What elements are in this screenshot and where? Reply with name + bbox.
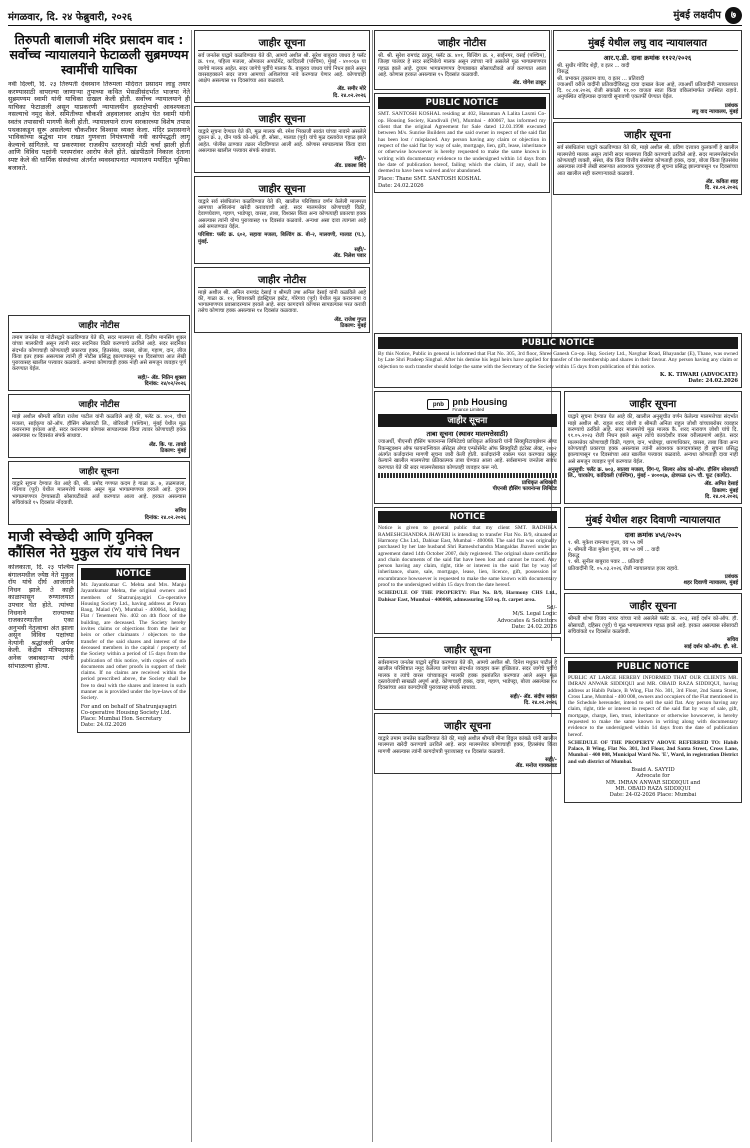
notice-title: जाहीर सूचना: [198, 180, 366, 197]
pnb-logo-mark: pnb: [427, 399, 449, 410]
column-2: [194, 30, 370, 1142]
second-headline: माजी स्वेच्छेदी आणि युनिक्ल कौंसिल नेते मुकुल रॉय यांचे निधन: [8, 528, 180, 561]
notice-body: तमाम जनतेस या नोटीसद्वारे कळविण्यात येते की, सदर मालमत्ता श्री. दिलीप मानसिंग शुक्ल यांच्या मालकीची असून त्यांनी सदर सदनिका विक्री करण्याचे ठरविले आहे. सदर सदनिका संदर्भात कोणाचाही कोणत्याही प्रकारचा हक्क, हितसंबंध, वारसा, बोजा, गहाण, दान, लीज किंवा इतर हक्क असल्यास त्यांनी ही नोटीस प्रसिद्ध झाल्यापासून १४ दिवसांच्या आत लेखी पुराव्यासह खालील पत्त्यावर कळवावे. अन्यथा कोणाचाही हक्क नाही असे समजून व्यवहार पूर्ण करण्यात येईल.: [12, 335, 186, 373]
notice-wide: [374, 637, 561, 710]
notice-schedule: SCHEDULE OF THE PROPERTY: Flat No. B/9, Harmony CHS Ltd., Dahisar East, Mumbai - 400068, admeasuring 550 sq. ft. carpet area.: [378, 590, 557, 603]
header-paper-name: [673, 7, 742, 24]
notice-body: माझे अशील श्री. अनिल रामचंद्र देसाई व श्रीमती उषा अनिल देसाई यांनी कळविले आहे की, गाळा क्र. १२, शिवशक्ती इंडस्ट्रियल इस्टेट, गोरेगाव (पूर्व) येथील मूळ करारनामा व भागप्रमाणपत्र प्रवासादरम्यान हरवले आहे. सदर कागदपत्रे कोणास सापडल्यास परत करावी तसेच कोणाचा हक्क असल्यास १४ दिवसांत कळवावा.: [198, 289, 366, 315]
case-number: आर.ए.डी. दावा क्रमांक ११२२/२०२६: [603, 54, 692, 62]
case-number: दावा क्रमांक ४५६/२०२५: [624, 531, 682, 540]
notice-title: जाहीर सूचना: [12, 465, 186, 479]
notice-body: याद्वारे सूचना देण्यात येत आहे की, खालील अनुसूचीत वर्णन केलेल्या मालमत्तेच्या संदर्भात माझे अशील श्री. राहुल शरद जोशी व श्रीमती अनिता राहुल जोशी यांच्याबरोबर व्यवहार करण्याचे ठरविले आहे. सदर मालमत्तेचे मूळ मालक कै. शरद नारायण जोशी यांचे दि. ११.०५.२०२३ रोजी निधन झाले असून त्यांचे कायदेशीर वारस वरीलप्रमाणे आहेत. सदर मालमत्तेवर कोणाचाही विक्री, गहाण, दान, भाडेपट्टा, धारणाधिकार, वारसा, ताबा किंवा अन्य कोणत्याही प्रकारचा हक्क असल्यास त्यांनी आवश्यक कागदपत्रांसह ही सूचना प्रसिद्ध झाल्यापासून १४ दिवसांच्या आत खालील पत्त्यावर कळवावे. अन्यथा कोणताही दावा नाही असे समजून व्यवहार पूर्ण करण्यात येईल.: [567, 414, 738, 465]
notice-body: सर्वसामान्य जनतेस याद्वारे सूचित करण्यात येते की, आमचे अशील श्री. दिनेश मधुकर पाटील हे खालील परिशिष्टात नमूद केलेल्या जागेच्या संदर्भात व्यवहार करू इच्छितात. सदर जागेचे पूर्वीचे मालक व त्यांचे वारस यांच्याकडून मालकी हक्क हस्तांतरित करण्यात आले असून मूळ दस्तावेजांची साखळी अपूर्ण आहे. कोणाचाही हक्क, दावा, गहाण, भाडेपट्टा, बोजा असल्यास १४ दिवसांच्या आत कागदोपत्री पुराव्यासह संपर्क साधावा.: [378, 660, 557, 692]
notice-body: Notice is given to general public that my client SMT. RADHIKA RAMESHCHANDRA JHAVERI is intending to transfer Flat No. B/9, situated at Harmony Chs Ltd., Dahisar East, Mumbai - 400068. The said flat was originally purchased by her late husband Shri Rameshchandra Mangaldas Jhaveri under an agreement dated 14th October 2007, duly registered. The original share certificate and chain documents of the said flat have been lost and cannot be traced. Any person having any claim, right, title or interest in the said flat by way of inheritance, share, sale, mortgage, lease, lien, licence, gift, possession or encumbrance howsoever is requested to make the same known with documentary proof to the undersigned within 15 days from the date hereof.: [378, 525, 557, 589]
notice-top-public-2: [374, 333, 742, 388]
notice-c4-1: [553, 122, 742, 195]
notice-body: श्री. सुधीर गोविंद शेट्टी, व इतर ... वादी विरुद्ध श्री. प्रभाकर तुकाराम वाघ, व इतर ... प्रतिवादी ज्याअर्थी वरील वादींनी प्रतिवादींविरुद्ध दावा दाखल केला आहे, त्याअर्थी प्रतिवादींनी न्यायालयात दि. ०८.०४.२०२६ रोजी सकाळी ११.०० वाजता स्वतः किंवा वकिलांमार्फत उपस्थित राहावे. अनुपस्थित राहिल्यास दाव्याची सुनावणी एकतर्फी घेण्यात येईल.: [557, 63, 738, 101]
notice-title: जाहीर सूचना: [568, 597, 738, 614]
notice-body: Mr. Jayantkumar C. Mehta and Mrs. Manju Jayantkumar Mehta, the original owners and members of Shatrunjayagiri Co-operative Housing Society Ltd., having address at Pavan Baug, Malad (W), Mumbai - 400064, holding Flat / Tenement No. 402 on 4th floor of the building, are deceased. The Society hereby invites claims or objections from the heir or heirs or other claimants / objectors to the transfer of the said shares and interest of the deceased members in the capital / property of the Society within a period of 15 days from the publication of this notice, with copies of such documents and other proofs in support of their claims. If no claims are received within the period prescribed above, the Society shall be free to deal with the shares and interest in such manner as is provided under the bye-laws of the Society.: [80, 581, 186, 702]
notice-c2-4: [194, 267, 370, 334]
notice-signature: Sd/- M/S. Legal Logic Advocates & Solicitors Date: 24.02.2026: [497, 604, 557, 630]
notice-signature: सही/- ॲड. निलेश पवार: [333, 246, 366, 260]
notice-signature: ॲड. कि. पा. तावडे ठिकाण: मुंबई: [148, 441, 186, 454]
notice-body: श्रीमती शोभा विजय नायर यांच्या नावे असलेले फ्लॅट क्र. २०३, साई दर्शन को-ऑप. हौ. सोसायटी, दहिसर (पूर्व) चे मूळ भागप्रमाणपत्र गहाळ झाले आहे. हरकत असल्यास सोसायटी सचिवांकडे १४ दिवसांत कळवावी.: [567, 616, 738, 636]
notice-signature: सही/- ॲड. प्रकाश शिंदे: [334, 156, 366, 169]
notice-signature: सचिव दिनांक: २४.०२.२०२६: [144, 508, 186, 521]
notice-body: सर्व संबंधितांना याद्वारे कळविण्यात येते की, माझे अशील श्री. प्रविण दत्तात्रय कुलकर्णी हे खालील मालमत्तेचे मालक असून त्यांनी सदर मालमत्ता विक्री करण्याचे ठरविले आहे. सदर मालमत्तेसंदर्भात कोणत्याही व्यक्ती, संस्था, बँक किंवा वित्तीय संस्थेचा कोणताही हक्क, दावा, बोजा किंवा हितसंबंध असल्यास त्यांनी लेखी स्वरूपात आवश्यक पुराव्यासह ही सूचना प्रसिद्ध झाल्यापासून १४ दिवसांच्या आत खालील सही करणाऱ्याकडे कळवावे.: [557, 145, 738, 177]
notice-body: SMT. SANTOSH KOSHAL residing at 402, Hanuman A Lalita Laxmi Co-op. Housing Society, Kandivali (W), Mumbai - 400067, has informed my client that the original Agreement for Sale dated 12.03.1998 executed between M/s. Sunrise Builders and the said owner in respect of the said flat has been lost / misplaced. Any person having any claim or objection in respect of the said flat by way of sale, mortgage, lien, gift, lease, inheritance or otherwise howsoever is hereby requested to make the same known in writing with documentary evidence to the undersigned within 14 days from the date of publication hereof, failing which the claim, if any, shall be deemed to have been waived and/or abandoned.: [378, 111, 546, 175]
notice-english: [77, 564, 190, 733]
notice-title: जाहीर सूचना: [378, 717, 557, 734]
notice-c2-3: [194, 176, 370, 264]
notice-title: NOTICE: [81, 568, 186, 580]
notice-signature: प्रबंधक शहर दिवाणी न्यायालय, मुंबई: [683, 573, 738, 587]
notice-body: ज्याअर्थी, पीएनबी हौसिंग फायनान्स लिमिटेडचे प्राधिकृत अधिकारी यांनी सिक्युरिटायझेशन ॲण्ड रिकन्स्ट्रक्शन ऑफ फायनान्शियल ॲसेट्स ॲण्ड एन्फोर्समेंट ऑफ सिक्युरिटी इंटरेस्ट ॲक्ट, २००२ अंतर्गत कर्जदारांना मागणी सूचना जारी केली होती. कर्जदारांनी रक्कम परत करण्यात कसूर केल्याने खालील मालमत्तेचा प्रतिकात्मक ताबा घेण्यात आला आहे. सर्वसामान्य जनतेला सावध करण्यात येते की सदर मालमत्तेबाबत कोणताही व्यवहार करू नये.: [378, 439, 557, 471]
notice-body: श्री. श्री. सुरेश रामचंद्र ठाकूर, फ्लॅट क्र. ४०१, बिल्डिंग क्र. २, साईनगर, वसई (पश्चिम), जिल्हा पालघर हे सदर सदनिकेचे मालक असून त्यांच्या नावे असलेले मूळ भागप्रमाणपत्र गहाळ झाले आहे. दुय्यम भागप्रमाणपत्र देण्याबाबत सोसायटीकडे अर्ज करण्यात आला आहे. कोणास हरकत असल्यास १५ दिवसांत कळवावी.: [378, 53, 546, 78]
notice-jahir-3: [8, 461, 190, 525]
notice-title: मुंबई येथील शहर दिवाणी न्यायालयात: [568, 511, 738, 528]
pnb-logo: [378, 397, 557, 412]
column-divider: [191, 30, 192, 1142]
lower-row: [8, 564, 190, 736]
table-rule: [378, 473, 557, 478]
notice-c3-1: [374, 30, 550, 90]
notice-c3-2: [374, 713, 561, 773]
notice-english-2: [374, 507, 561, 634]
notice-c3-public: [374, 93, 550, 193]
mid-row-2: [374, 507, 742, 805]
page-header: [8, 6, 742, 26]
notice-signature: Bsaid A. SAYYID Advocate for MR. IMRAN ANWAR SIDDIQUI and MR. OBAID RAZA SIDDIQUI Date: 24-02-2026 Place: Mumbai: [605, 767, 701, 799]
bank-notice: [374, 391, 561, 504]
notice-signature: Place: Thane SMT. SANTOSH KOSHAL Date: 24.02.2026: [378, 176, 481, 189]
notice-title: जाहीर नोटीस: [12, 319, 186, 333]
second-story: कोलकाता, दि. २३ पश्चिम बंगालमधील ज्येष्ठ नेते मुकुल रॉय यांचे दीर्घ आजाराने निधन झाले. ते काही काळापासून रुग्णालयात उपचार घेत होते. त्यांच्या निधनाने राज्याच्या राजकारणातील एका अनुभवी नेतृत्वाचा अंत झाला असून विविध पक्षांच्या नेत्यांनी श्रद्धांजली अर्पण केली. केंद्रीय मंत्रिपदासह अनेक जबाबदाऱ्या त्यांनी सांभाळल्या होत्या.: [8, 563, 74, 670]
notice-signature: ॲड. समीर मोरे दि. २४.०२.२०२६: [333, 86, 366, 99]
notice-title: जाहीर सूचना: [557, 126, 738, 143]
notice-title: जाहीर नोटीस: [12, 398, 186, 412]
notice-signature: K. K. TIWARI (ADVOCATE) Date: 24.02.2026: [659, 371, 738, 385]
notice-jahir-2: [8, 394, 190, 458]
notice-c2-2: [194, 106, 370, 173]
notice-small: [564, 593, 742, 653]
notice-title: जाहीर सूचना: [198, 110, 366, 127]
column-divider: [372, 30, 373, 1142]
notice-schedule: SCHEDULE OF THE PROPERTY ABOVE REFERRED TO: Habib Palace, B Wing, Flat No. 301, 3rd Floor, 2nd Santa Street, Cross Lane, Mumbai - 400 008, Municipal Ward No. 'E', Ward, in registration District and sub district of Mumbai.: [567, 739, 738, 765]
column-4: [553, 30, 742, 330]
lead-story: नवी दिल्ली, दि. २३ तिरुपती देवस्थान तिरुमला मंदिरात प्रसादम लाडू तयार करण्यासाठी वापरल्या जाणाऱ्या तुपाच्या कथित भेसळीसंदर्भात भाजपा नेते सुब्रमण्यम स्वामी यांनी याचिका दाखल केली होती. सर्वोच्च न्यायालयाने ही याचिका फेटाळली असून याप्रकरणी न्यायालयीन हस्तक्षेपाची आवश्यकता नसल्याचे नमूद केले. समितीच्या चौकशी अहवालावर आक्षेप घेत स्वामी यांनी स्वतंत्र तपासाची मागणी केली होती. न्यायालयाने राज्य सरकारच्या विशेष तपास पथकाकडून सुरू असलेल्या चौकशीवर विश्वास व्यक्त केला. मंदिर प्रशासनाने भाविकांच्या श्रद्धेचा मान राखत गुणवत्ता नियंत्रणाची नवी कार्यपद्धती लागू केल्याचे सांगितले. या प्रकरणावर राजकीय स्तरावरही मोठी चर्चा झाली होती आणि विविध पक्षांनी परस्परांवर आरोप केले होते. खंडपीठाने निकाल देताना स्पष्ट केले की धार्मिक संस्थांच्या अंतर्गत व्यवस्थापनात न्यायालय मर्यादित भूमिका बजावते.: [8, 81, 190, 172]
notice-court-2: [564, 507, 742, 590]
paper-name: मुंबई लक्षदीप: [673, 10, 721, 21]
notice-signature: सही/- ॲड. संदीप सावंत दि. २४.०२.२०२६: [510, 693, 557, 706]
column-1: [8, 30, 190, 1142]
mid-left-stack: [374, 507, 561, 805]
mid-section: [374, 333, 742, 1142]
notice-body: याद्वारे सूचना देण्यात येत आहे की, श्री. प्रमोद गणपत कदम हे गाळा क्र. ७, तळमजला, गोरेगाव (पूर्व) येथील मालमत्तेचे मालक असून मूळ भागप्रमाणपत्र हरवले आहे. दुय्यम भागप्रमाणपत्र देण्यासाठी सोसायटीकडे अर्ज करण्यात आला आहे. हरकत असल्यास सचिवांकडे १५ दिवसांत नोंदवावी.: [12, 481, 186, 507]
notice-body: याद्वारे सूचना देण्यात येते की, मूळ मालक श्री. रमेश भिकाजी सावंत यांच्या नावाने असलेले दुकान क्र. ३, ग्रीन पार्क को-ऑप. हौ. सोसा., मालाड (पूर्व) यांचे मूळ दस्तावेज गहाळ झाले आहेत. पोलीस ठाण्यात तक्रार नोंदविण्यात आली आहे. कोणास सापडल्यास किंवा दावा असल्यास खालील पत्त्यावर संपर्क साधावा.: [198, 129, 366, 154]
notice-title: PUBLIC NOTICE: [378, 97, 546, 109]
notice-public-3: [564, 657, 742, 803]
notice-title: मुंबई येथील लघु वाद न्यायालयात: [557, 34, 738, 51]
notice-signature: ॲड. योगेश ठाकूर: [512, 80, 546, 87]
notice-body: PUBLIC AT LARGE HEREBY INFORMED THAT OUR CLIENTS MR. IMRAN ANWAR SIDDIQUI and MR. OBAID RAZA SIDDIQUI, having address at Habib Palace, B Wing, Flat No. 301, 3rd Floor, 2nd Santa Street, Cross Lane, Mumbai - 400 008, owners and occupiers of the Flat mentioned in the Schedule hereunder, intend to sell the said flat. Any person having any claim, right, title or interest in respect of the said flat by way of sale, gift, mortgage, charge, lien, trust, inheritance or otherwise howsoever, is hereby requested to make the same known in writing along with documentary evidence to the undersigned within 14 days from the date of publication hereof.: [567, 674, 738, 738]
notice-title: जाहीर सूचना: [198, 34, 366, 51]
pnb-logo-text: pnb Housing Finance Limited: [452, 397, 508, 413]
notice-body: याद्वारे सर्व संबंधितांना कळविण्यात येते की, खालील परिशिष्टात वर्णन केलेली मालमत्ता आमच्या अशिलांना खरेदी करावयाची आहे. सदर मालमत्तेवर कोणाचाही विक्री, देवाणघेवाण, गहाण, भाडेपट्टा, वारसा, ताबा, विश्वस्त किंवा अन्य कोणत्याही प्रकारचा हक्क असल्यास त्यांनी योग्य पुराव्यासह १४ दिवसांत कळवावे. अन्यथा असा दावा त्यागला आहे असे समजण्यात येईल.: [198, 198, 366, 231]
lead-headline: तिरुपती बालाजी मंदिर प्रसादम वाद : सर्वोच्च न्यायालयाने फेटाळली सुब्रमण्यम स्वामींची याचिका: [9, 32, 189, 77]
notice-signature: ॲड. राजेश गुप्ता ठिकाण: मुंबई: [334, 316, 366, 330]
notice-title: PUBLIC NOTICE: [568, 661, 738, 673]
notice-body: माझे अशील श्रीमती सविता राजेश पाटील यांनी कळविले आहे की, फ्लॅट क्र. ४०२, चौथा मजला, साईकृपा को-ऑप. हौसिंग सोसायटी लि., बोरिवली (पश्चिम), मुंबई येथील मूळ करारनामा हरवला आहे. सदर करारनामा कोणास सापडल्यास किंवा त्यावर कोणाचाही हक्क असल्यास १४ दिवसांत संपर्क साधावा.: [12, 414, 186, 440]
notice-signature: ॲड. अमित देसाई ठिकाण: मुंबई दि. २४.०२.२०२६: [704, 481, 738, 501]
notice-signature: सचिव साई दर्शन को-ऑप. हौ. सो.: [684, 637, 738, 650]
notice-title: जाहीर सूचना: [568, 395, 738, 412]
notice-signature: प्रबंधक लघु वाद न्यायालय, मुंबई: [691, 102, 738, 116]
notice-title: NOTICE: [378, 511, 557, 523]
notice-title: जाहीर नोटीस: [198, 271, 366, 288]
notice-c4-long: [564, 391, 742, 504]
notice-title: PUBLIC NOTICE: [378, 337, 738, 349]
mid-row-1: [374, 391, 742, 507]
notice-signature: सही/- ॲड. नितिन शुक्ला दिनांक: २४/०२/२०२६: [137, 374, 186, 388]
notice-signature: For and on behalf of Shatrunjayagiri Co-operative Housing Society Ltd. Place: Mumbai Hon. Secretary Date: 24.02.2026: [80, 703, 177, 729]
notice-title: जाहीर नोटीस: [378, 34, 546, 51]
notice-schedule: परिशिष्ट: फ्लॅट क्र. ६०२, सहावा मजला, बिल्डिंग क्र. बी-२, मालवणी, मालाड (प.), मुंबई.: [198, 232, 366, 245]
notice-jahir-1: [8, 315, 190, 391]
column-3: [374, 30, 550, 330]
notice-signature: ॲड. कविता शाह दि. २४.०२.२०२६: [705, 178, 738, 192]
notice-body: याद्वारे तमाम जनतेस कळविण्यात येते की, माझे अशील श्रीमती मीना विठ्ठल कांबळे यांनी खालील मालमत्ता खरेदी करण्याचे ठरविले आहे. सदर मालमत्तेवर कोणाचाही हक्क, हितसंबंध किंवा मागणी असल्यास त्यांनी कागदोपत्री पुराव्यासह १४ दिवसांत कळवावे.: [378, 736, 557, 755]
notice-body: सर्व जनतेस याद्वारे कळविण्यात येते की, आमचे अशील श्री. सुरेश बाबुराव जाधव हे फ्लॅट क्र. १०४, पहिला मजला, ओमकार अपार्टमेंट, कांदिवली (पश्चिम), मुंबई - ४०००६७ या जागेचे मालक आहेत. सदर जागेचे पूर्वीचे मालक कै. बाबुराव जाधव यांचे निधन झाले असून वारसाहक्काने सदर जागा आमच्या अशिलांच्या नावे करण्यात येणार आहे. कोणाचाही आक्षेप असल्यास १४ दिवसांच्या आत कळवावे.: [198, 53, 366, 85]
notice-title: जाहीर सूचना: [378, 414, 557, 427]
mid-right-stack: [564, 507, 742, 805]
header-date: मंगळवार, दि. २४ फेब्रुवारी, २०२६: [8, 11, 133, 23]
notice-c4-court: [553, 30, 742, 119]
notice-c2-1: [194, 30, 370, 103]
notice-title: जाहीर सूचना: [378, 641, 557, 658]
notice-body: १. श्री. मुकेश रामनाथ गुप्ता, वय ५५ वर्षे २. श्रीमती नीता मुकेश गुप्ता, वय ५० वर्षे ... वादी विरुद्ध १. श्री. सुनील बाबुराव पवार ... प्रतिवादी प्रतिवादींनी दि. ०५.०३.२०२६ रोजी न्यायालयात हजर राहावे.: [567, 540, 679, 572]
notice-subtitle: ताबा सूचना (स्थावर मालमत्तेसाठी): [426, 430, 509, 439]
notice-schedule: अनुसूची: फ्लॅट क्र. ७०३, सातवा मजला, विंग-ए, सिल्वर ओक को-ऑप. हौसिंग सोसायटी लि., चारकोप, कांदिवली (पश्चिम), मुंबई - ४०००६७, क्षेत्रफळ ६२५ चौ. फूट (कार्पेट).: [567, 466, 738, 480]
page-number: ७: [725, 7, 742, 24]
notice-signature: सही/- ॲड. मनोज गायकवाड: [515, 757, 557, 770]
notice-signature: प्राधिकृत अधिकारी पीएनबी हौसिंग फायनान्स लिमिटेड: [492, 479, 557, 493]
notice-body: By this Notice, Public in general is informed that Flat No. 305, 3rd floor, Shree Ganesh Co-op. Hsg. Society Ltd., Navghar Road, Bhayandar (E), Thane, was owned by Late Shri Pradeep Singhal. After his demise his legal heirs have applied for transfer of the membership and shares in their favour. Any person having any claim or objection to such transfer should lodge the same with the Secretary of the Society within 15 days from publication of this notice.: [378, 351, 738, 370]
